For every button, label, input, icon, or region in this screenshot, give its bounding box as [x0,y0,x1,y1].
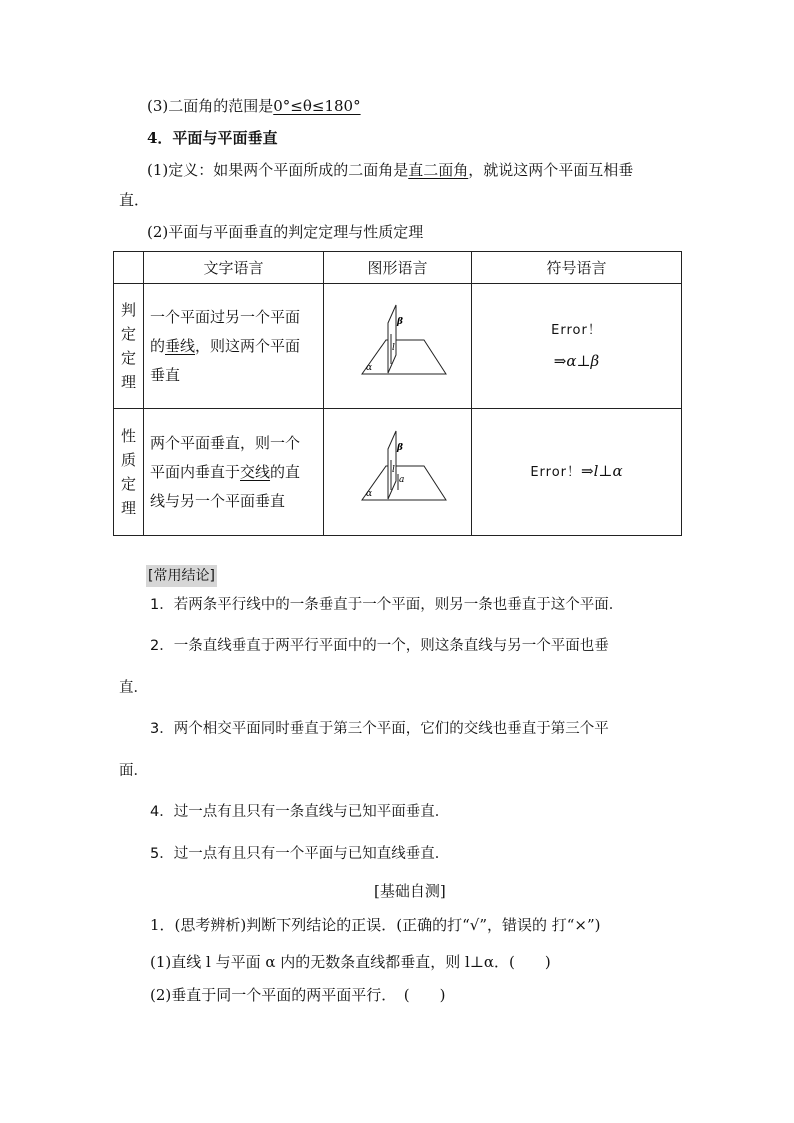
definition-prefix: (1)定义：如果两个平面所成的二面角是 [147,161,409,179]
range-value: 0°≤θ≤180° [273,97,361,115]
header-figure-language: 图形语言 [324,252,472,284]
table-row-determination [114,284,682,409]
determination-figure [324,284,472,409]
section-heading-4: 4．平面与平面垂直 [147,129,278,147]
table-header-row [114,252,682,284]
exercise-item-2: (2)垂直于同一个平面的两平面平行． ( ) [150,986,446,1004]
section-title: [基础自测] [374,882,446,900]
perpendicular-planes-diagram [348,304,448,384]
label-l: l [391,465,395,475]
conclusion-3: 3．两个相交平面同时垂直于第三个平面，它们的交线也垂直于第三个平 [150,721,609,737]
term-intersection-line: 交线 [240,462,271,481]
definition-line [147,159,633,181]
conclusion-3-end: 面． [119,763,148,779]
label-l: l [391,343,395,353]
conclusion-2-end: 直． [119,680,148,696]
table-row-property [114,409,682,536]
range-line [147,95,361,117]
row-label-property: 性 质 定 理 [114,409,144,536]
symbol-error: Error！ [530,465,582,480]
row-label-determination: 判 定 定 理 [114,284,144,409]
conclusion-4: 4．过一点有且只有一条直线与已知平面垂直． [150,804,450,820]
definition-term: 直二面角 [408,161,469,179]
header-symbol-language: 符号语言 [472,252,682,284]
conclusion-1: 1．若两条平行线中的一条垂直于一个平面，则另一条也垂直于这个平面． [150,597,624,613]
symbol-conclusion: ⇒α⊥β [553,352,600,370]
determination-text: 一个平面过另一个平面 的垂线，则这两个平面 垂直 [144,284,324,409]
symbol-error: Error！ [551,323,602,338]
property-symbol [472,409,682,536]
label-beta: β [396,317,403,327]
conclusion-2: 2．一条直线垂直于两平行平面中的一个，则这条直线与另一个平面也垂 [150,638,609,654]
label-beta: β [396,443,403,453]
property-figure [324,409,472,536]
exercise-question-1: 1．(思考辨析)判断下列结论的正误．(正确的打“√”，错误的 打“×”) [150,916,601,934]
symbol-conclusion: ⇒l⊥α [581,462,623,480]
label-alpha: α [365,489,372,499]
term-perpendicular: 垂线 [165,336,196,355]
table-title: (2)平面与平面垂直的判定定理与性质定理 [147,223,424,241]
property-text: 两个平面垂直，则一个 平面内垂直于交线的直 线与另一个平面垂直 [144,409,324,536]
exercise-item-1: (1)直线 l 与平面 α 内的无数条直线都垂直，则 l⊥α．( ) [150,953,551,971]
definition-end: 直． [119,191,150,209]
common-conclusions-tag: [常用结论] [146,565,217,587]
conclusion-5: 5．过一点有且只有一个平面与已知直线垂直． [150,846,450,862]
range-text: (3)二面角的范围是 [147,97,274,115]
header-text-language: 文字语言 [144,252,324,284]
label-a: a [398,475,404,485]
definition-suffix: ，就说这两个平面互相垂 [468,161,634,179]
determination-symbol [472,284,682,409]
header-blank [114,252,144,284]
label-alpha: α [365,363,372,373]
theorem-table [113,251,682,536]
perpendicular-planes-diagram-2 [348,430,448,510]
